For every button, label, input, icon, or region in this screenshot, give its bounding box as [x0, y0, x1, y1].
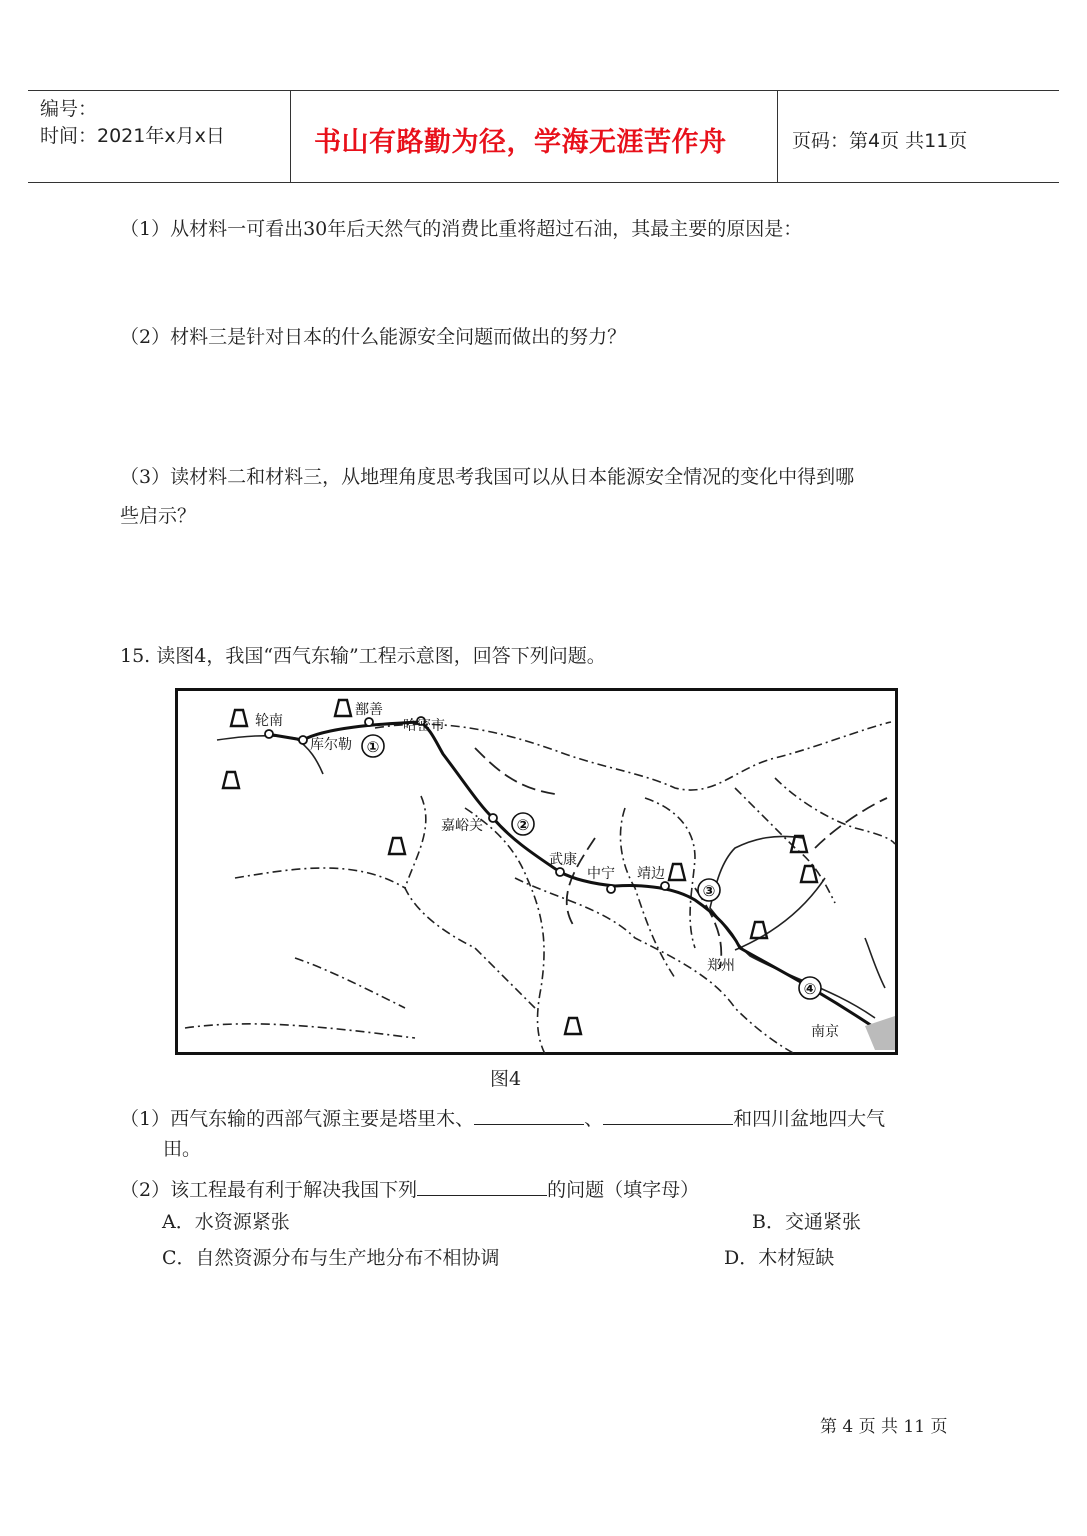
station-kuerle [299, 736, 307, 744]
sub-question-1-sep: 、 [584, 1108, 604, 1130]
page-footer: 第 4 页 共 11 页 [820, 1417, 948, 1437]
segment-4: ④ [803, 980, 817, 998]
question-14-2: （2）材料三是针对日本的什么能源安全问题而做出的努力？ [120, 326, 627, 348]
header-top-rule [28, 90, 1059, 91]
station-jiayuguan [489, 814, 497, 822]
label-zhongning: 中宁 [587, 866, 615, 882]
label-nanjing: 南京 [811, 1024, 839, 1040]
label-zhengzhou: 郑州 [707, 958, 735, 974]
serial-label: 编号： [40, 98, 98, 120]
station-lunnan [265, 730, 273, 738]
sub-question-1-suffix: 和四川盆地四大气 [733, 1108, 886, 1130]
label-jiayuguan: 嘉峪关 [441, 818, 483, 834]
header-divider-1 [290, 90, 291, 182]
sub-question-2 [120, 1177, 699, 1200]
label-wukang: 武康 [549, 852, 577, 868]
option-d[interactable]: D．木材短缺 [724, 1247, 835, 1269]
option-c[interactable]: C．自然资源分布与生产地分布不相协调 [162, 1247, 500, 1269]
label-shanshan: 鄯善 [355, 702, 383, 718]
option-a[interactable]: A．水资源紧张 [162, 1211, 290, 1233]
label-hami: 哈密市 [403, 718, 445, 734]
pipeline-map [175, 688, 899, 1056]
time-label: 时间：2021年x月x日 [40, 125, 225, 147]
question-14-3-line1: （3）读材料二和材料三，从地理角度思考我国可以从日本能源安全情况的变化中得到哪 [120, 466, 855, 488]
page-code: 页码：第4页 共11页 [792, 130, 968, 152]
header-bottom-rule [28, 182, 1059, 183]
sub-question-1 [120, 1106, 885, 1129]
sub-question-2-suffix: 的问题（填字母） [547, 1179, 700, 1201]
motto: 书山有路勤为径，学海无涯苦作舟 [314, 127, 727, 158]
segment-1: ① [366, 738, 380, 756]
segment-3: ③ [702, 882, 716, 900]
sub-question-2-prefix: （2）该工程最有利于解决我国下列 [120, 1179, 418, 1201]
question-14-1: （1）从材料一可看出30年后天然气的消费比重将超过石油，其最主要的原因是： [120, 218, 803, 240]
segment-2: ② [516, 816, 530, 834]
header-divider-2 [777, 90, 778, 182]
label-jingbian: 靖边 [637, 866, 665, 882]
answer-blank-1[interactable] [474, 1106, 584, 1125]
station-wukang [556, 868, 564, 876]
station-shanshan [365, 718, 373, 726]
station-zhongning [607, 885, 615, 893]
label-lunnan: 轮南 [255, 713, 283, 729]
question-15-title: 15. 读图4，我国“西气东输”工程示意图，回答下列问题。 [120, 645, 606, 667]
option-b[interactable]: B．交通紧张 [752, 1211, 861, 1233]
station-jingbian [661, 882, 669, 890]
figure-caption: 图4 [490, 1068, 522, 1090]
question-14-3-line2: 些启示？ [120, 505, 197, 527]
answer-blank-2[interactable] [603, 1106, 733, 1125]
sub-question-1-prefix: （1）西气东输的西部气源主要是塔里木、 [120, 1108, 475, 1130]
label-kuerle: 库尔勒 [310, 737, 352, 753]
answer-blank-3[interactable] [417, 1177, 547, 1196]
sub-question-1-line2: 田。 [163, 1138, 202, 1160]
